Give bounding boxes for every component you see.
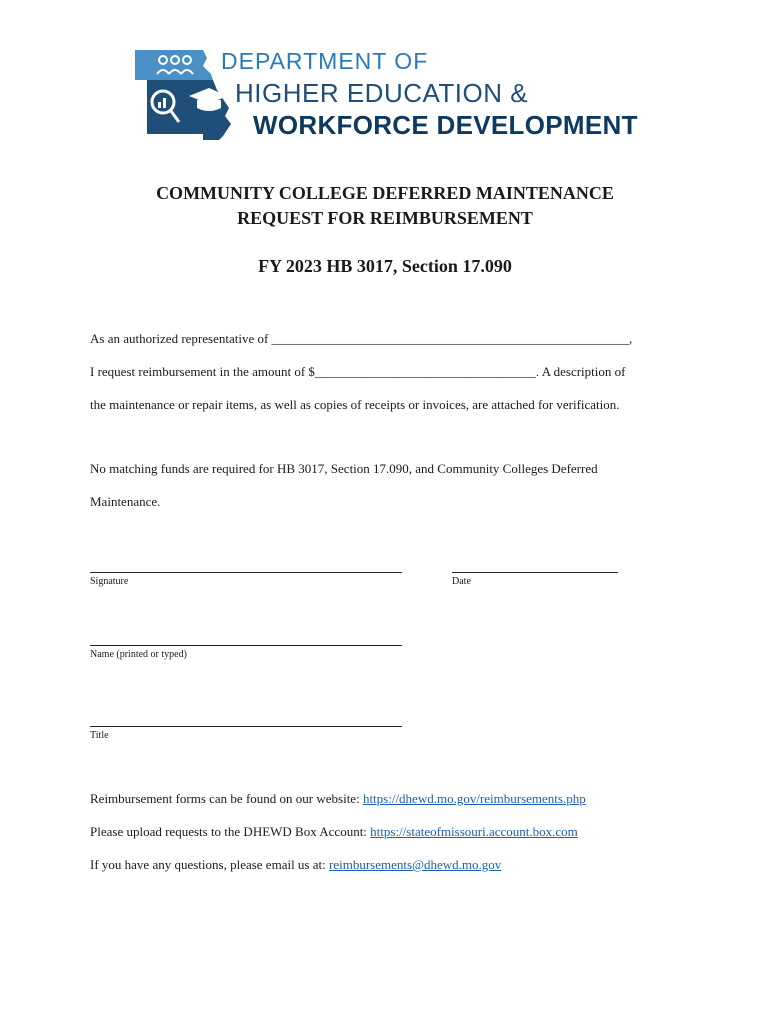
date-line[interactable] [452, 572, 618, 573]
signature-line[interactable] [90, 572, 402, 573]
logo-line-3: WORKFORCE DEVELOPMENT [253, 110, 638, 140]
website-link[interactable]: https://dhewd.mo.gov/reimbursements.php [362, 791, 586, 806]
missouri-map-icon [133, 44, 233, 144]
date-label: Date [452, 576, 471, 587]
form-subtitle: REQUEST FOR REIMBURSEMENT [237, 208, 533, 228]
department-logo [133, 44, 643, 144]
description-line: the maintenance or repair items, as well as copies of receipts or invoices, are attached for verification. [90, 397, 620, 412]
reimbursement-amount-line: I request reimbursement in the amount of $__________________________________. A description of [90, 364, 626, 379]
title-line[interactable] [90, 726, 402, 727]
matching-funds-line: No matching funds are required for HB 3017, Section 17.090, and Community Colleges Deferred [90, 461, 598, 476]
title-label: Title [90, 730, 109, 741]
name-line[interactable] [90, 645, 402, 646]
name-label: Name (printed or typed) [90, 649, 187, 660]
email-link[interactable]: reimbursements@dhewd.mo.gov [329, 857, 502, 872]
signature-label: Signature [90, 576, 129, 587]
matching-funds-line-2: Maintenance. [90, 494, 161, 509]
website-info [90, 791, 586, 807]
email-info [90, 857, 501, 873]
email-prefix: If you have any questions, please email us at: [90, 857, 329, 872]
form-title: COMMUNITY COLLEGE DEFERRED MAINTENANCE [156, 183, 614, 203]
fiscal-year-heading: FY 2023 HB 3017, Section 17.090 [258, 256, 512, 276]
website-prefix: Reimbursement forms can be found on our website: [90, 791, 363, 806]
box-account-link[interactable]: https://stateofmissouri.account.box.com [370, 824, 578, 839]
representative-line: As an authorized representative of _______________________________________________________, [90, 331, 633, 346]
upload-prefix: Please upload requests to the DHEWD Box Account: [90, 824, 371, 839]
logo-line-1: DEPARTMENT OF [221, 48, 429, 74]
upload-info [90, 824, 578, 840]
logo-line-2: HIGHER EDUCATION & [235, 78, 529, 108]
